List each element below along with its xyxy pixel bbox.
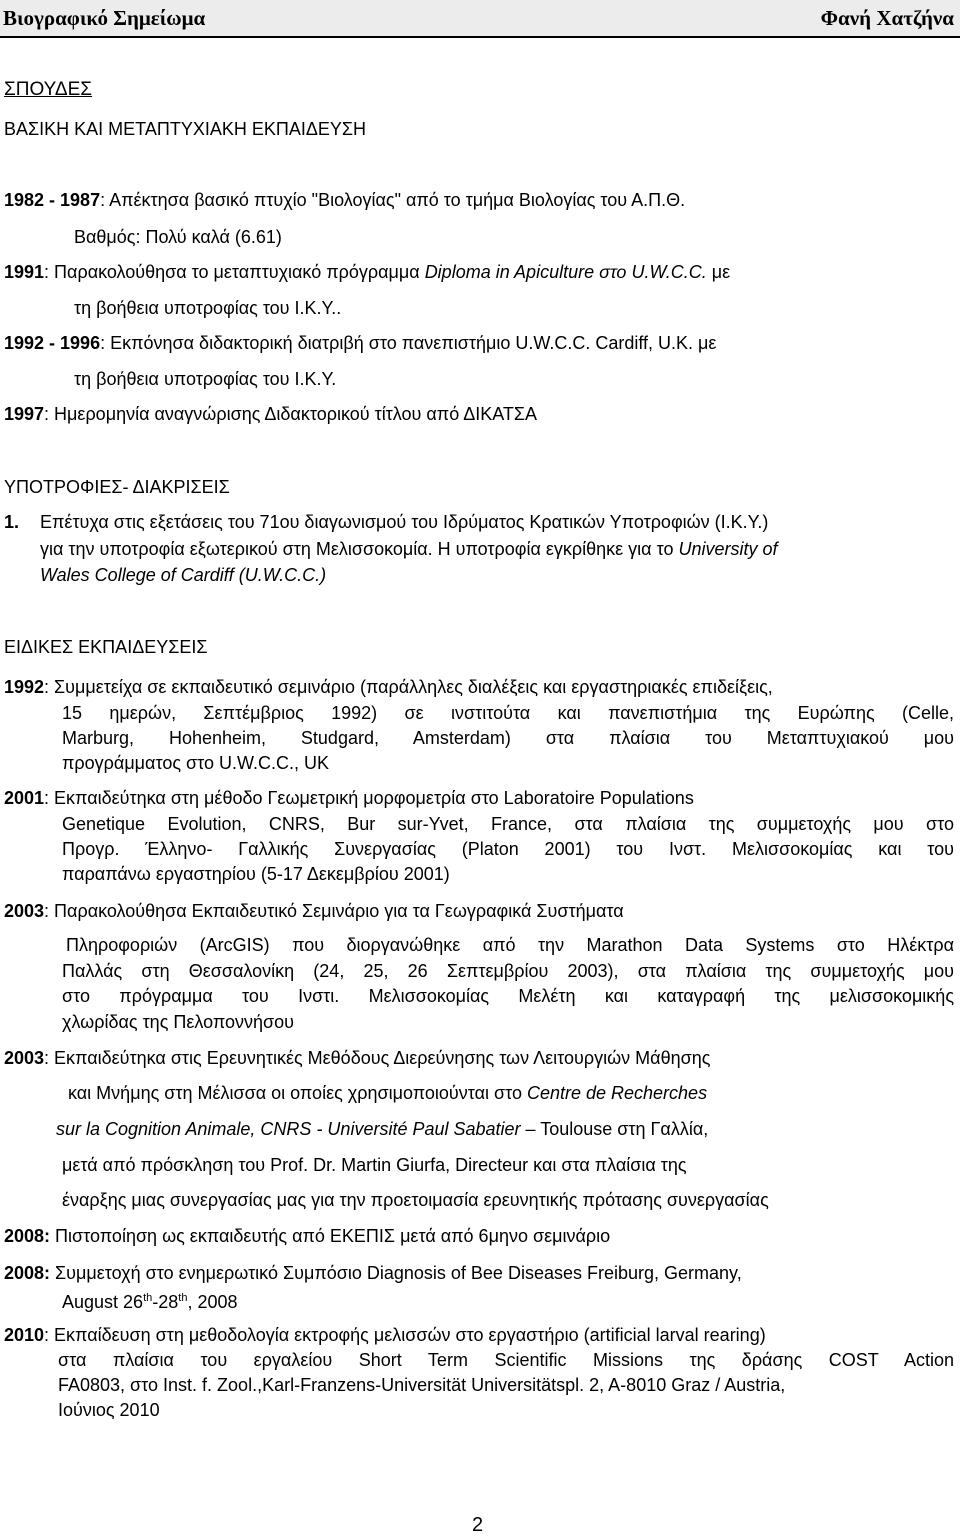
entry-text: : Ημερομηνία αναγνώρισης Διδακτορικού τίτλου από ΔΙΚΑΤΣΑ	[44, 404, 538, 424]
page-number: 2	[472, 1514, 484, 1536]
training-2003b-line-4: μετά από πρόσκληση του Prof. Dr. Martin Giurfa, Directeur και στα πλαίσια της	[62, 1155, 687, 1175]
entry-text: : Εκπαιδεύτηκα στις Ερευνητικές Μεθόδους Διερεύνησης των Λειτουργιών Μάθησης	[44, 1048, 711, 1068]
training-1992-line-3: Marburg, Hohenheim, Studgard, Amsterdam) στα πλαίσια του Μεταπτυχιακού μου	[62, 728, 954, 748]
entry-text: και Μνήμης στη Μέλισσα οι οποίες χρησιμοποιούνται στο	[68, 1083, 527, 1103]
training-2003a-line-4: στο πρόγραμμα του Ινστι. Μελισσοκομίας Μελέτη και καταγραφή της μελισσοκομικής	[62, 986, 954, 1006]
header-author: Φανή Χατζήνα	[820, 6, 954, 30]
section-title-scholarships: ΥΠΟΤΡΟΦΙΕΣ- ΔΙΑΚΡΙΣΕΙΣ	[4, 477, 230, 497]
entry-text: : Παρακολούθησα το μεταπτυχιακό πρόγραμμα	[44, 262, 425, 282]
training-2003b-line-3	[56, 1118, 708, 1140]
training-2008a-line-1	[4, 1225, 610, 1247]
entry-year: 1992 - 1996	[4, 333, 101, 353]
entry-year: 2003	[4, 1048, 45, 1068]
training-2003b-line-2	[68, 1082, 707, 1104]
training-2008b-line-2	[62, 1287, 238, 1313]
training-2001-line-4: παραπάνω εργαστηρίου (5-17 Δεκεμβρίου 2001)	[62, 864, 450, 884]
entry-year: 1982 - 1987	[4, 190, 101, 210]
entry-text-italic: Diploma in Apiculture στο U.W.C.C.	[424, 262, 707, 282]
training-2003a-line-3: Παλλάς στη Θεσσαλονίκη (24, 25, 26 Σεπτεμβρίου 2003), στα πλαίσια της συμμετοχής μου	[62, 961, 954, 981]
scholarship-line-3: Wales College of Cardiff (U.W.C.C.)	[40, 565, 327, 585]
training-2010-line-2: στα πλαίσια του εργαλείου Short Term Scientific Missions της δράσης COST Action	[58, 1350, 954, 1370]
training-2003b-line-1	[4, 1047, 710, 1069]
entry-text: : Παρακολούθησα Εκπαιδευτικό Σεμινάριο για τα Γεωγραφικά Συστήματα	[44, 901, 624, 921]
date-ordinal: th	[143, 1292, 153, 1304]
studies-entry-3-cont: τη βοήθεια υποτροφίας του Ι.Κ.Υ.	[74, 369, 337, 389]
entry-text-italic: Centre de Recherches	[526, 1083, 708, 1103]
studies-entry-2	[4, 261, 730, 283]
date-text: , 2008	[187, 1292, 238, 1312]
scholarship-line-1: Επέτυχα στις εξετάσεις του 71ου διαγωνισμού του Ιδρύματος Κρατικών Υποτροφιών (Ι.Κ.Υ.)	[40, 512, 769, 532]
training-1992-line-2: 15 ημερών, Σεπτέμβριος 1992) σε ινστιτούτα και πανεπιστήμια της Ευρώπης (Celle,	[62, 703, 954, 723]
entry-year: 2001	[4, 788, 45, 808]
training-2010-line-3: FA0803, στο Inst. f. Zool.,Karl-Franzens-Universität Universitätspl. 2, A-8010 Graz / Austria,	[58, 1375, 786, 1395]
studies-entry-4	[4, 403, 537, 425]
header-cv-title: Βιογραφικό Σημείωμα	[3, 6, 206, 30]
entry-text: : Εκπόνησα διδακτορική διατριβή στο πανεπιστήμιο U.W.C.C. Cardiff, U.K. με	[100, 333, 717, 353]
section-title-special-training: ΕΙΔΙΚΕΣ ΕΚΠΑΙΔΕΥΣΕΙΣ	[4, 637, 208, 657]
training-2008b-line-1	[4, 1262, 742, 1284]
entry-year: 1992	[4, 677, 45, 697]
date-text: -28	[152, 1292, 179, 1312]
entry-year: 2008:	[4, 1263, 51, 1283]
scholarship-text: για την υποτροφία εξωτερικού στη Μελισσοκομία. Η υποτροφία εγκρίθηκε για το	[40, 539, 679, 559]
entry-year: 2003	[4, 901, 45, 921]
scholarship-university: University of	[678, 539, 778, 559]
studies-entry-3	[4, 332, 716, 354]
scholarship-line-2	[40, 538, 778, 560]
entry-year: 2010	[4, 1325, 45, 1345]
scholarship-number: 1.	[4, 512, 20, 532]
entry-text: Συμμετοχή στο ενημερωτικό Συμπόσιο Diagnosis of Bee Diseases Freiburg, Germany,	[50, 1263, 742, 1283]
training-2010-line-4: Ιούνιος 2010	[58, 1400, 160, 1420]
training-2001-line-1	[4, 787, 694, 809]
entry-text: : Εκπαίδευση στη μεθοδολογία εκτροφής μελισσών στο εργαστήριο (artificial larval rearing)	[44, 1325, 766, 1345]
page-header	[0, 0, 960, 38]
entry-year: 1991	[4, 262, 45, 282]
entry-text: : Συμμετείχα σε εκπαιδευτικό σεμινάριο (παράλληλες διαλέξεις και εργαστηριακές επιδείξεις,	[44, 677, 773, 697]
date-text: August 26	[62, 1292, 144, 1312]
training-2003b-line-5: έναρξης μιας συνεργασίας μας για την προετοιμασία ερευνητικής πρότασης συνεργασίας	[62, 1190, 769, 1210]
training-2003a-line-2: Πληροφοριών (ArcGIS) που διοργανώθηκε από την Marathon Data Systems στο Ηλέκτρα	[66, 935, 954, 955]
date-ordinal: th	[178, 1292, 188, 1304]
entry-year: 1997	[4, 404, 45, 424]
training-1992-line-4: προγράμματος στο U.W.C.C., UK	[62, 753, 329, 773]
entry-text: : Απέκτησα βασικό πτυχίο "Βιολογίας" από το τμήμα Βιολογίας του Α.Π.Θ.	[100, 190, 686, 210]
studies-entry-2-cont: τη βοήθεια υποτροφίας του Ι.Κ.Υ..	[74, 298, 342, 318]
training-2003a-line-1	[4, 900, 624, 922]
entry-year: 2008:	[4, 1226, 51, 1246]
entry-text: – Toulouse στη Γαλλία,	[520, 1119, 709, 1139]
studies-entry-1-grade: Βαθμός: Πολύ καλά (6.61)	[74, 227, 282, 247]
section-title-studies: ΣΠΟΥΔΕΣ	[4, 79, 93, 100]
training-2010-line-1	[4, 1324, 766, 1346]
studies-entry-1	[4, 189, 685, 211]
training-2001-line-2: Genetique Evolution, CNRS, Bur sur-Yvet, France, στα πλαίσια της συμμετοχής μου στο	[62, 814, 954, 834]
training-1992-line-1	[4, 676, 773, 698]
subsection-title-education: ΒΑΣΙΚΗ ΚΑΙ ΜΕΤΑΠΤΥΧΙΑΚΗ ΕΚΠΑΙΔΕΥΣΗ	[4, 119, 367, 139]
training-2001-line-3: Προγρ. Έλληνο- Γαλλικής Συνεργασίας (Platon 2001) του Ινστ. Μελισσοκομίας και του	[62, 839, 954, 859]
entry-text-italic: sur la Cognition Animale, CNRS - Université Paul Sabatier	[56, 1119, 521, 1139]
training-2003a-line-5: χλωρίδας της Πελοποννήσου	[62, 1012, 295, 1032]
entry-text: : Εκπαιδεύτηκα στη μέθοδο Γεωμετρική μορφομετρία στο Laboratoire Populations	[44, 788, 694, 808]
entry-text-end: με	[706, 262, 731, 282]
entry-text: Πιστοποίηση ως εκπαιδευτής από ΕΚΕΠΙΣ μετά από 6μηνο σεμινάριο	[50, 1226, 611, 1246]
